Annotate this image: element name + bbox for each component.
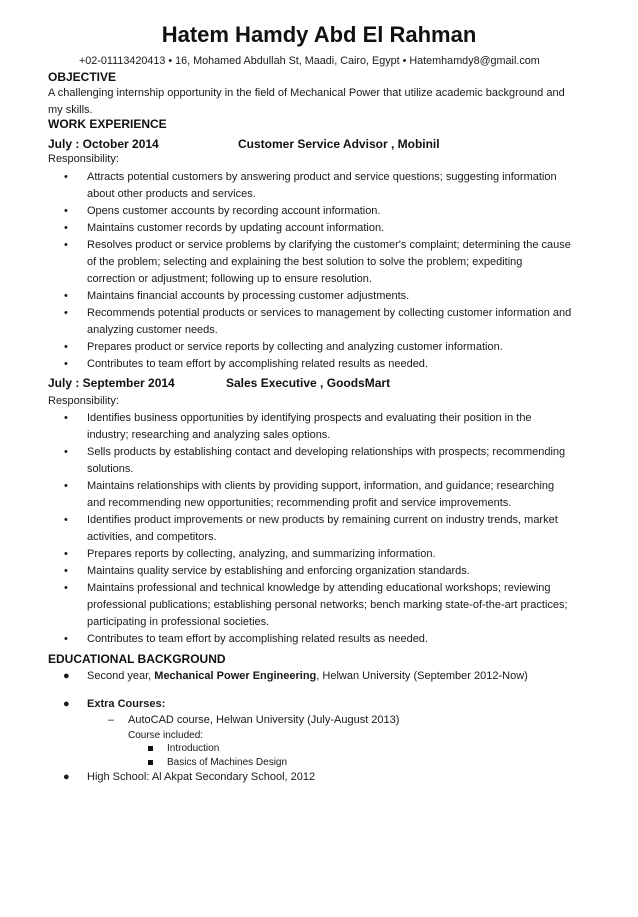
job-1-title: Customer Service Advisor , Mobinil xyxy=(238,137,440,151)
job-2-bullet-text: Maintains quality service by establishing and enforcing organization standards. xyxy=(87,565,470,577)
job-2-bullet-text: professional publications; establishing personal networks; bench marking state-of-the-art practices; xyxy=(87,599,568,611)
job-2-bullet-text: solutions. xyxy=(87,463,134,475)
job-2-bullet-text: activities, and competitors. xyxy=(87,531,217,543)
job-1-bullet-text: Recommends potential products or services to management by collecting customer information and xyxy=(87,307,572,319)
topic-1: Introduction xyxy=(167,743,220,754)
extra-courses-label: Extra Courses: xyxy=(87,698,166,710)
job-2-bullet-text: Identifies product improvements or new products by remaining current on industry trends, market xyxy=(87,514,558,526)
job-1-bullet-text: Maintains customer records by updating account information. xyxy=(87,222,385,234)
objective-line-2: my skills. xyxy=(48,104,93,116)
objective-heading: OBJECTIVE xyxy=(48,70,117,84)
job-1-bullet-text: correction or adjustment; following up to ensure resolution. xyxy=(87,273,372,285)
high-school: High School: Al Akpat Secondary School, 2012 xyxy=(87,771,316,783)
job-2-bullet-marker: • xyxy=(64,548,68,560)
job-1-bullet-marker: • xyxy=(64,205,68,217)
job-1-bullet-text: about other products and services. xyxy=(87,188,256,200)
job-2-bullet-text: Prepares reports by collecting, analyzing, and summarizing information. xyxy=(87,548,436,560)
job-1-bullet-text: Maintains financial accounts by processing customer adjustments. xyxy=(87,290,410,302)
job-1-bullet-text: Contributes to team effort by accomplishing related results as needed. xyxy=(87,358,428,370)
degree-university: , Helwan University (September 2012-Now) xyxy=(316,670,528,682)
topic-2: Basics of Machines Design xyxy=(167,757,288,768)
topic-2-marker xyxy=(148,760,153,765)
degree-field: Mechanical Power Engineering xyxy=(154,670,317,682)
job-1-bullet-text: of the problem; selecting and explaining the best solution to solve the problem; expediting xyxy=(87,256,523,268)
objective-text xyxy=(48,85,588,119)
job-1-bullet-marker: • xyxy=(64,171,68,183)
job-1-bullet-marker: • xyxy=(64,358,68,370)
education-bullet-3: ● xyxy=(63,771,70,783)
job-2-header xyxy=(48,376,391,390)
job-2-bullet-marker: • xyxy=(64,565,68,577)
job-2-bullet-text: industry; researching and analyzing sales options. xyxy=(87,429,331,441)
education-heading: EDUCATIONAL BACKGROUND xyxy=(48,652,226,666)
job-1-bullet-marker: • xyxy=(64,239,68,251)
course-dash: – xyxy=(108,714,115,726)
job-2-dates: July : September 2014 xyxy=(48,376,175,390)
job-1-bullet-marker: • xyxy=(64,307,68,319)
job-2-bullet-text: and recommending new opportunities; recommending profit and service improvements. xyxy=(87,497,512,509)
job-1-bullet-text: analyzing customer needs. xyxy=(87,324,218,336)
job-1-bullet-text: Prepares product or service reports by collecting and analyzing customer information. xyxy=(87,341,503,353)
job-2-bullet-marker: • xyxy=(64,446,68,458)
education-bullet-2: ● xyxy=(63,698,70,710)
job-1-responsibility-label: Responsibility: xyxy=(48,153,119,165)
job-2-bullet-marker: • xyxy=(64,633,68,645)
job-1-header xyxy=(48,137,440,151)
contact-info: +02-01113420413 • 16, Mohamed Abdullah St, Maadi, Cairo, Egypt • Hatemhamdy8@gmail.com xyxy=(79,55,540,67)
job-1-bullet-text: Attracts potential customers by answering product and service questions; suggesting information xyxy=(87,171,557,183)
job-2-bullet-text: Identifies business opportunities by identifying prospects and evaluating their position in the xyxy=(87,412,532,424)
job-1-bullet-marker: • xyxy=(64,290,68,302)
course-included-label: Course included: xyxy=(128,730,204,741)
job-1-bullet-text: Opens customer accounts by recording account information. xyxy=(87,205,381,217)
job-2-bullet-marker: • xyxy=(64,412,68,424)
objective-line-1: A challenging internship opportunity in the field of Mechanical Power that utilize academic background and xyxy=(48,87,565,99)
job-2-bullet-text: Sells products by establishing contact and developing relationships with prospects; recommending xyxy=(87,446,566,458)
education-bullet-1: ● xyxy=(63,670,70,682)
job-2-responsibility-label: Responsibility: xyxy=(48,395,119,407)
job-2-bullet-text: Contributes to team effort by accomplishing related results as needed. xyxy=(87,633,428,645)
job-2-bullet-marker: • xyxy=(64,582,68,594)
job-2-bullet-text: participating in professional societies. xyxy=(87,616,270,628)
work-experience-heading: WORK EXPERIENCE xyxy=(48,117,167,131)
job-2-bullet-marker: • xyxy=(64,514,68,526)
job-1-dates: July : October 2014 xyxy=(48,137,159,151)
job-1-bullet-marker: • xyxy=(64,341,68,353)
job-2-title: Sales Executive , GoodsMart xyxy=(226,376,391,390)
topic-1-marker xyxy=(148,746,153,751)
job-2-bullet-text: Maintains relationships with clients by providing support, information, and guidance; researching xyxy=(87,480,555,492)
job-2-bullet-text: Maintains professional and technical knowledge by attending educational workshops; reviewing xyxy=(87,582,551,594)
degree-year: Second year, xyxy=(87,670,155,682)
course-name: AutoCAD course, Helwan University (July-August 2013) xyxy=(128,714,400,726)
candidate-name: Hatem Hamdy Abd El Rahman xyxy=(161,22,477,47)
job-1-bullet-marker: • xyxy=(64,222,68,234)
job-1-bullet-text: Resolves product or service problems by clarifying the customer's complaint; determining the cause xyxy=(87,239,571,251)
education-item-degree xyxy=(87,668,528,685)
job-2-bullet-marker: • xyxy=(64,480,68,492)
